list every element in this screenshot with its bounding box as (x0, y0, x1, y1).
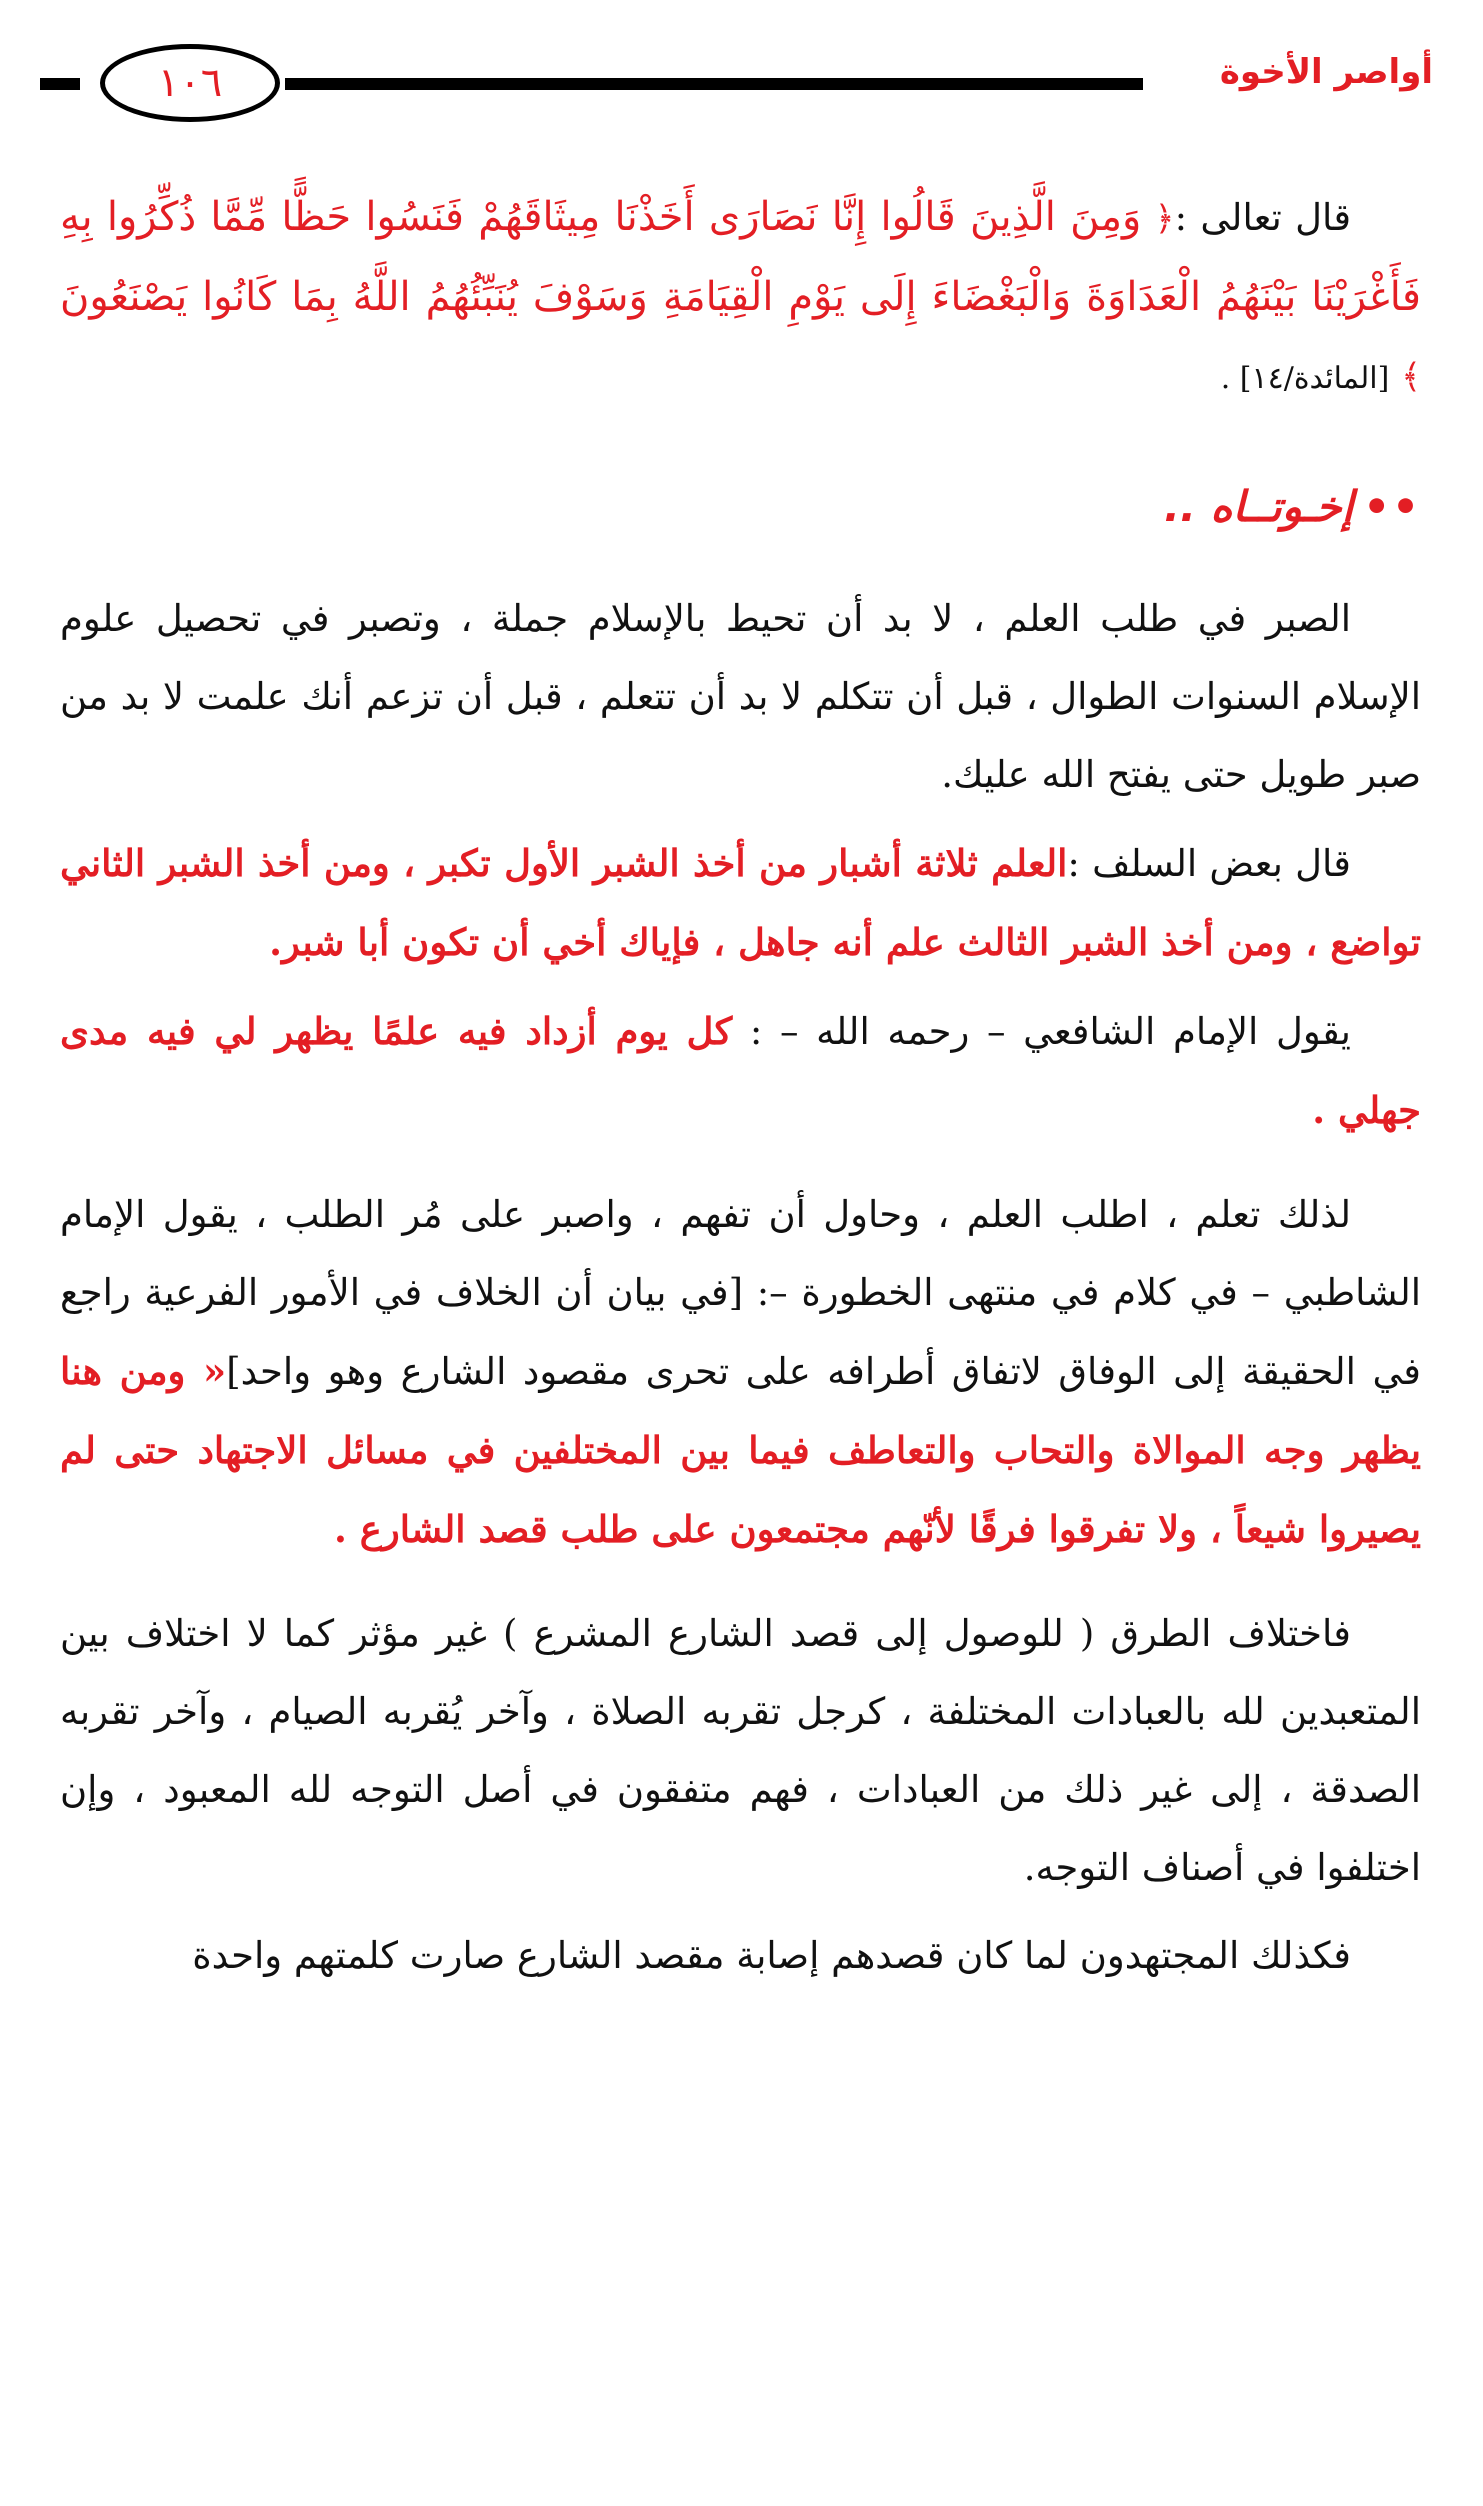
heading-dots: •• (1363, 482, 1421, 531)
running-title: أواصر الأخوة (1219, 52, 1433, 92)
section-heading (60, 472, 1421, 542)
paragraph-patience: الصبر في طلب العلم ، لا بد أن تحيط بالإسلام جملة ، وتصبر في تحصيل علوم الإسلام السنوات الطوال ، قبل أن تتكلم لا بد أن تتعلم ، قبل أن تزعم أنك علمت لا بد من صبر طويل حتى يفتح الله عليك. (60, 597, 1421, 796)
verse-paragraph (60, 178, 1421, 418)
verse-close-bracket: ﴾ (1401, 357, 1421, 397)
shafii-quote: كل يوم أزداد فيه علمًا يظهر لي فيه مدى جهلي . (60, 1009, 1421, 1132)
shatibi-lead: لذلك تعلم ، اطلب العلم ، وحاول أن تفهم ، واصبر على مُر الطلب ، يقول الإمام الشاطبي – في كلام في منتهى الخطورة –: [في بيان أن الخلاف في الأمور الفرعية راجع في الحقيقة إلى الوفاق لاتفاق أطرافه على تحرى مقصود الشارع وهو واحد] (60, 1193, 1421, 1393)
header-rule-tail (40, 78, 80, 90)
salaf-quote: العلم ثلاثة أشبار من أخذ الشبر الأول تكبر ، ومن أخذ الشبر الثاني تواضع ، ومن أخذ الشبر الثالث علم أنه جاهل ، فإياك أخي أن تكون أبا شبر. (60, 841, 1421, 964)
page-header (40, 40, 1433, 130)
verse-intro: قال تعالى : (1174, 196, 1352, 239)
salaf-lead: قال بعض السلف : (1067, 842, 1351, 885)
paragraph-shafii-quote (60, 992, 1421, 1150)
page-number: ١٠٦ (157, 60, 223, 106)
heading-text: إخـوتــاه .. (1164, 482, 1354, 531)
page-content (60, 178, 1421, 1995)
quran-verse: وَمِنَ الَّذِينَ قَالُوا إِنَّا نَصَارَى أَخَذْنَا مِيثَاقَهُمْ فَنَسُوا حَظًّا مِّمَّا ذُكِّرُوا بِهِ فَأَغْرَيْنَا بَيْنَهُمُ الْعَدَاوَةَ وَالْبَغْضَاءَ إِلَى يَوْمِ الْقِيَامَةِ وَسَوْفَ يُنَبِّئُهُمُ اللَّهُ بِمَا كَانُوا يَصْنَعُونَ (60, 194, 1421, 320)
page-number-badge (100, 44, 280, 122)
shatibi-quote: « ومن هنا يظهر وجه الموالاة والتحاب والتعاطف فيما بين المختلفين في مسائل الاجتهاد حتى لم يصيروا شيعاً ، ولا تفرقوا فرقًا لأنّهم مجتمعون على طلب قصد الشارع . (60, 1349, 1421, 1551)
header-rule (285, 78, 1143, 90)
paragraph-shatibi (60, 1176, 1421, 1569)
paragraph-paths: فاختلاف الطرق ( للوصول إلى قصد الشارع المشرع ) غير مؤثر كما لا اختلاف بين المتعبدين لله بالعبادات المختلفة ، كرجل تقربه الصلاة ، وآخر يُقربه الصيام ، وآخر تقربه الصدقة ، إلى غير ذلك من العبادات ، فهم متفقون في أصل التوجه لله المعبود ، وإن اختلفوا في أصناف التوجه. (60, 1612, 1421, 1889)
verse-open-bracket: ﴿ (1154, 199, 1175, 239)
paragraph-mujtahids: فكذلك المجتهدون لما كان قصدهم إصابة مقصد الشارع صارت كلمتهم واحدة (192, 1934, 1351, 1977)
paragraph-salaf-quote (60, 824, 1421, 982)
verse-reference: [المائدة/١٤] . (1220, 361, 1390, 396)
shafii-lead: يقول الإمام الشافعي – رحمه الله – : (749, 1010, 1351, 1053)
